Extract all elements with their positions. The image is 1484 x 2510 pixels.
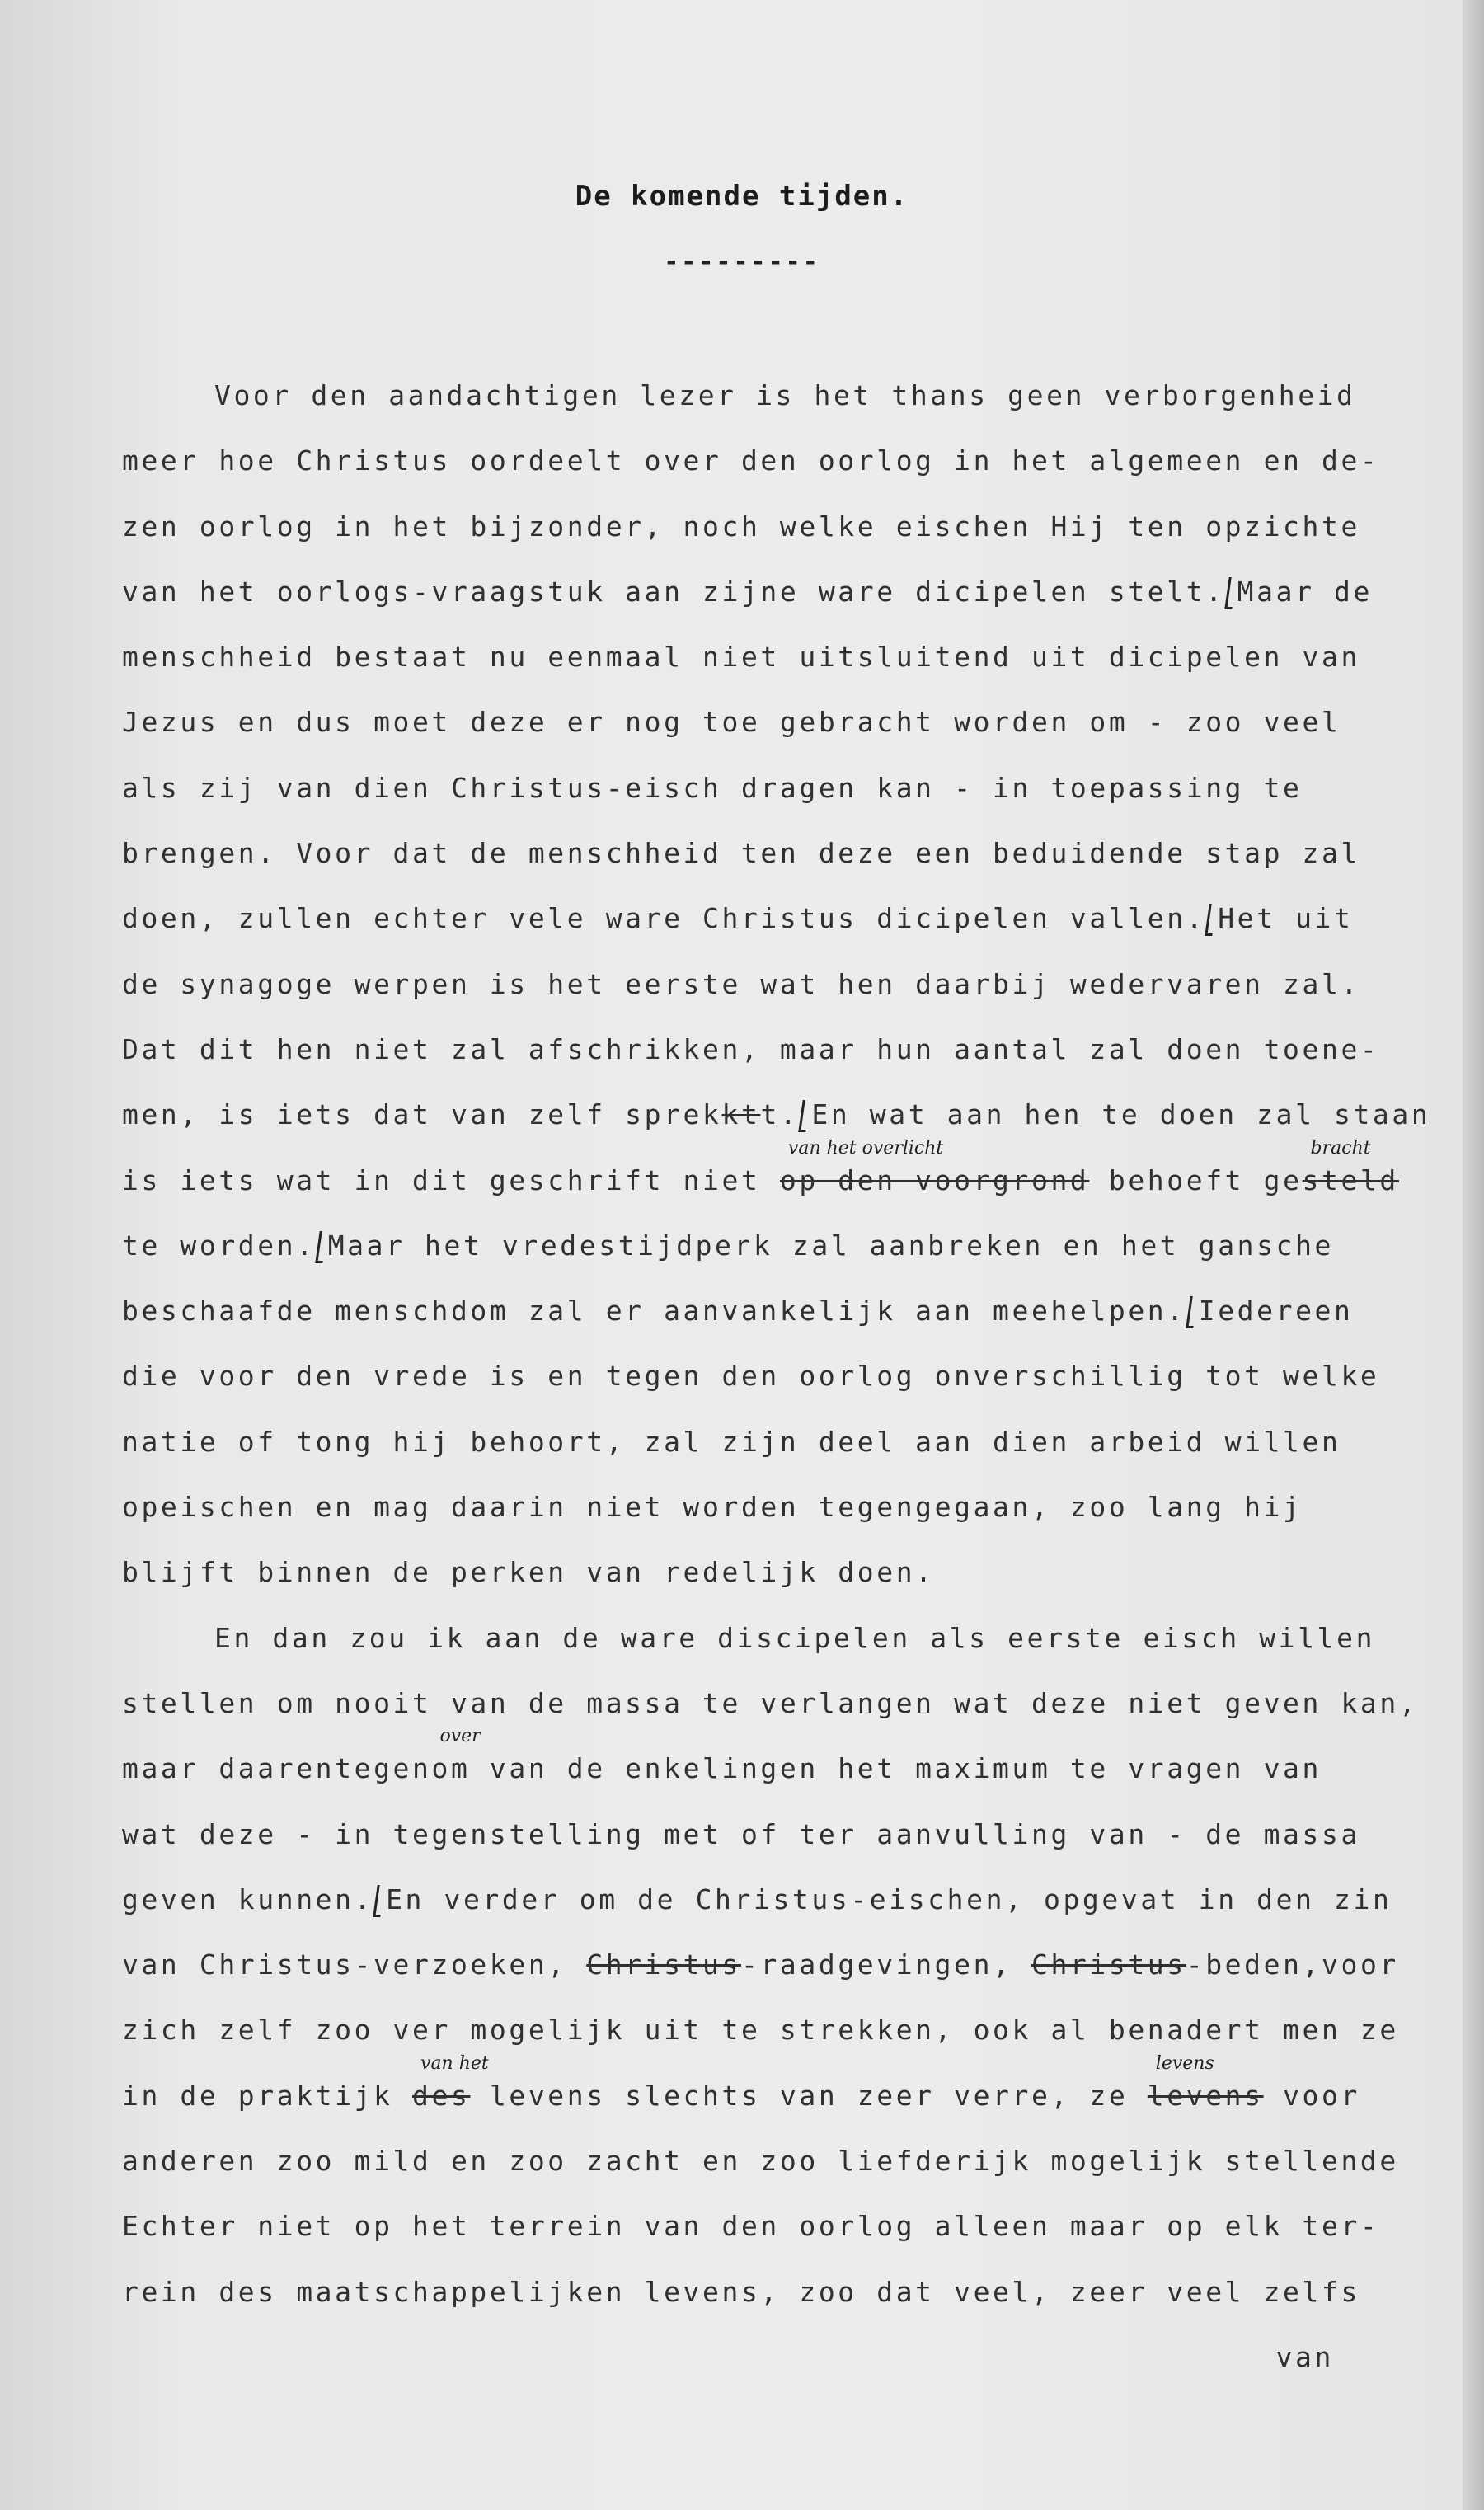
struck-text: Christus	[586, 1948, 741, 1981]
handwritten-insert: bracht	[1310, 1137, 1371, 1159]
text-line: opeischen en mag daarin niet worden tegengegaan, zoo lang hij	[122, 1491, 1303, 1524]
struck-text: levens	[1147, 2079, 1264, 2112]
paragraph-break-mark	[373, 1885, 384, 1917]
text-line: natie of tong hij behoort, zal zijn deel aan dien arbeid willen	[122, 1425, 1341, 1458]
text-line: Voor den aandachtigen lezer is het thans geen verborgenheid	[214, 379, 1356, 411]
text-line: maar daarentegen over om van de enkelingen het maximum te vragen van	[122, 1726, 1322, 1785]
text-line: blijft binnen de perken van redelijk doen.	[122, 1556, 935, 1589]
struck-text: des	[412, 2079, 471, 2112]
text-line: in de praktijk des van het levens slechts van zeer verre, ze levens levens voor	[122, 2052, 1360, 2112]
text-line: stellen om nooit van de massa te verlangen wat deze niet geven kan,	[122, 1686, 1419, 1719]
text-line: zen oorlog in het bijzonder, noch welke eischen Hij ten opzichte	[122, 510, 1360, 543]
text-line: doen, zullen echter vele ware Christus dicipelen vallen. Het uit	[122, 902, 1354, 935]
text-line: Echter niet op het terrein van den oorlog alleen maar op elk ter-	[122, 2210, 1380, 2243]
paragraph-break-mark	[1186, 1296, 1197, 1328]
correction	[1147, 2052, 1264, 2112]
text-line: beschaafde menschdom zal er aanvankelijk aan meehelpen. Iedereen	[122, 1295, 1354, 1328]
text-line: van Christus-verzoeken, Christus-raadgevingen, Christus-beden,voor	[122, 1948, 1399, 1981]
document-title: De komende tijden.	[575, 180, 909, 213]
text-line: is iets wat in dit geschrift niet op den voorgrond van het overlicht behoeft gesteld bracht	[122, 1137, 1399, 1196]
text-line: menschheid bestaat nu eenmaal niet uitsluitend uit dicipelen van	[122, 641, 1360, 674]
text-line: meer hoe Christus oordeelt over den oorlog in het algemeen en de-	[122, 444, 1380, 477]
paragraph-break-mark	[315, 1231, 326, 1263]
correction	[779, 1137, 1090, 1196]
correction	[412, 2052, 489, 2112]
text-line: van het oorlogs-vraagstuk aan zijne ware dicipelen stelt. Maar de	[122, 575, 1373, 608]
text-line: Dat dit hen niet zal afschrikken, maar hun aantal zal doen toene-	[122, 1032, 1380, 1065]
struck-text: Christus	[1031, 1948, 1186, 1981]
paragraph-break-mark	[1224, 577, 1236, 609]
page-edge-shadow	[1463, 0, 1484, 2510]
text-line: die voor den vrede is en tegen den oorlog onverschillig tot welke	[122, 1360, 1380, 1393]
text-line: En dan zou ik aan de ware discipelen als eerste eisch willen	[214, 1621, 1376, 1654]
struck-text: kt	[721, 1098, 761, 1131]
struck-text: steld	[1302, 1163, 1399, 1196]
paragraph-break-mark	[1205, 904, 1216, 936]
text-line: anderen zoo mild en zoo zacht en zoo liefderijk mogelijk stellende	[122, 2145, 1399, 2178]
handwritten-insert: over	[439, 1726, 481, 1747]
text-line: te worden. Maar het vredestijdperk zal aanbreken en het gansche	[122, 1229, 1335, 1262]
title-underline: ---------	[664, 247, 820, 276]
struck-text: op den voorgrond	[779, 1163, 1090, 1196]
correction	[1302, 1137, 1399, 1196]
text-line: men, is iets dat van zelf sprekktt. En wat aan hen te doen zal staan	[122, 1098, 1431, 1131]
text-line: wat deze - in tegenstelling met of ter aanvulling van - de massa	[122, 1817, 1360, 1850]
text-line: rein des maatschappelijken levens, zoo dat veel, zeer veel zelfs	[122, 2275, 1360, 2308]
handwritten-insert: levens	[1155, 2052, 1214, 2074]
document-body	[122, 363, 1431, 2390]
handwritten-insert: van het overlicht	[787, 1137, 944, 1159]
catchword: van	[1275, 2340, 1334, 2373]
text-line: de synagoge werpen is het eerste wat hen daarbij wedervaren zal.	[122, 967, 1360, 1000]
text-line: als zij van dien Christus-eisch dragen kan - in toepassing te	[122, 771, 1303, 804]
handwritten-insert: van het	[420, 2052, 489, 2074]
text-line: geven kunnen. En verder om de Christus-eischen, opgevat in den zin	[122, 1882, 1392, 1915]
paragraph-break-mark	[799, 1100, 810, 1132]
text-line: zich zelf zoo ver mogelijk uit te strekken, ook al benadert men ze	[122, 2014, 1399, 2047]
text-line: brengen. Voor dat de menschheid ten deze een beduidende stap zal	[122, 837, 1360, 870]
text-line: Jezus en dus moet deze er nog toe gebracht worden om - zoo veel	[122, 706, 1341, 739]
